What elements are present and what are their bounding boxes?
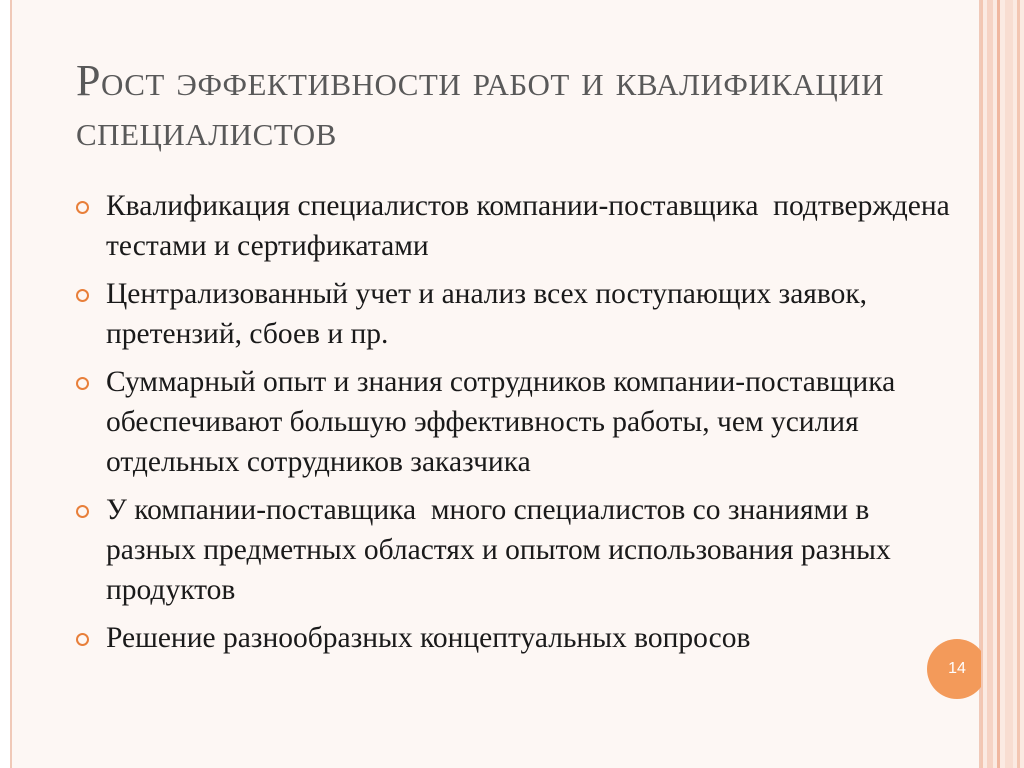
bullet-text: Квалификация специалистов компании-поставщика подтверждена тестами и сертификатами — [106, 190, 958, 262]
bullet-text: У компании-поставщика много специалистов со знаниями в разных предметных областях и опытом использования разных продуктов — [106, 494, 899, 606]
bullet-text: Централизованный учет и анализ всех поступающих заявок, претензий, сбоев и пр. — [106, 278, 875, 350]
bullet-item — [76, 186, 966, 266]
bullet-circle-icon — [76, 201, 89, 214]
bullet-circle-icon — [76, 633, 89, 646]
bullet-text: Решение разнообразных концептуальных вопросов — [106, 622, 751, 654]
bullet-item — [76, 274, 966, 354]
stripe — [1017, 0, 1020, 768]
slide-title: Рост эффективности работ и квалификации специалистов — [76, 56, 884, 155]
stripe — [981, 0, 983, 768]
bullet-list — [76, 186, 966, 666]
bullet-circle-icon — [76, 289, 89, 302]
stripe — [997, 0, 1000, 768]
decorative-side-stripes — [981, 0, 1024, 768]
page-number-badge: 14 — [927, 639, 987, 699]
bullet-item — [76, 362, 966, 482]
stripe — [1005, 0, 1013, 768]
bullet-item — [76, 490, 966, 610]
slide-frame — [10, 0, 981, 768]
bullet-circle-icon — [76, 377, 89, 390]
bullet-item — [76, 618, 966, 658]
stripe — [987, 0, 993, 768]
bullet-circle-icon — [76, 505, 89, 518]
bullet-text: Суммарный опыт и знания сотрудников компании-поставщика обеспечивают большую эффективность работы, чем усилия отдельных сотрудников заказчика — [106, 366, 910, 478]
